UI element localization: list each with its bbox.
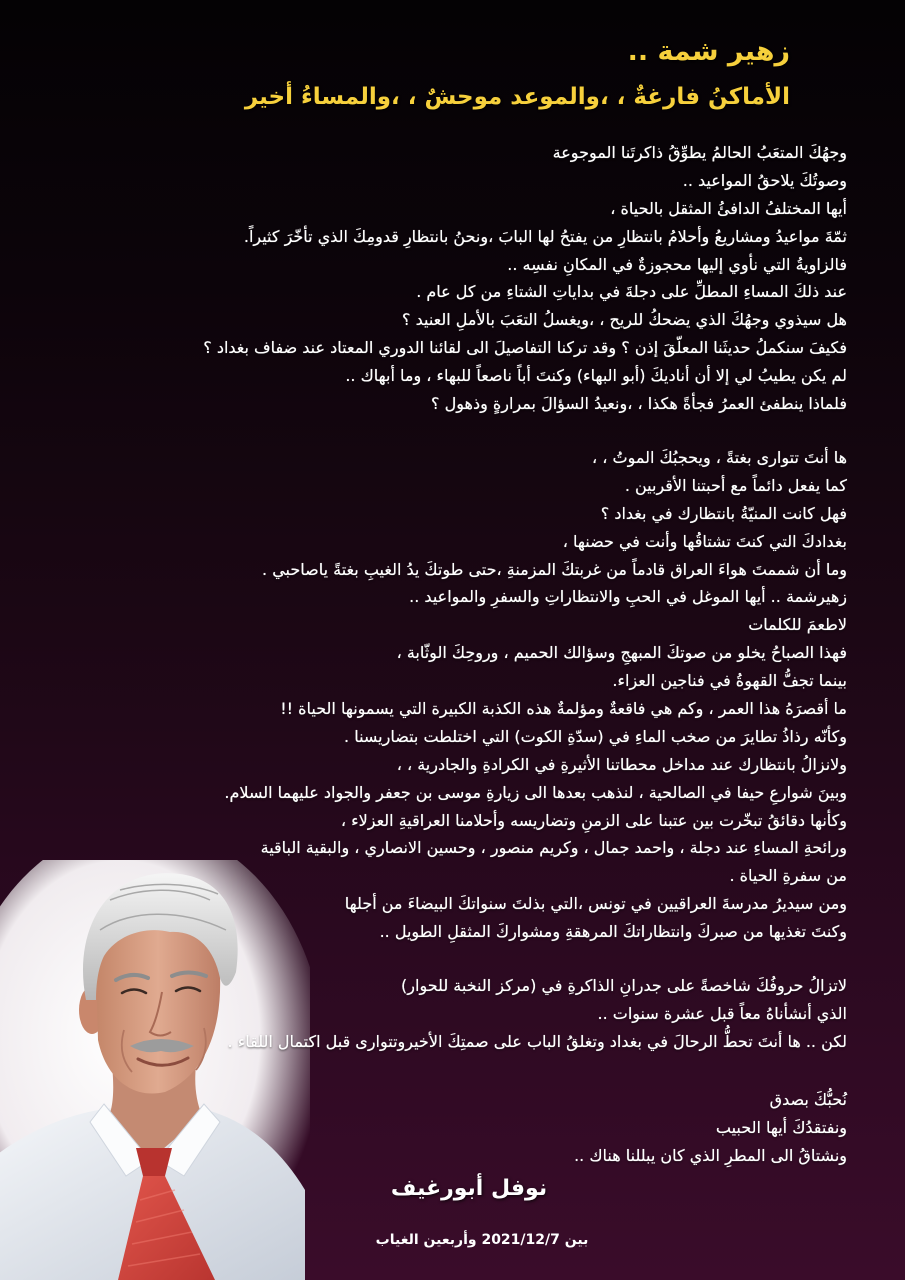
stanza-3	[228, 972, 847, 1056]
author-signature: نوفل أبورغيف	[390, 1176, 548, 1201]
stanza-1	[203, 139, 847, 418]
poem-line: ومن سيديرُ مدرسةَ العراقيين في تونس ،التي بذلتَ سنواتكَ البيضاءَ من أجلها	[344, 894, 847, 914]
poem-line: ها أنتَ تتوارى بغتةً ، ويحجبُكَ الموتُ ، ،	[592, 448, 847, 467]
poem-line: وبينَ شوارعِ حيفا في الصالحية ، لنذهب بعدها الى زيارةِ موسى بن جعفر والجواد عليهما السلام.	[224, 782, 847, 802]
poem-line: ولانزالُ بانتظارك عند مداخل محطاتنا الأثيرةِ في الكرادةِ والجادرية ، ،	[396, 754, 847, 774]
poem-line: فكيفَ سنكملُ حديثَنا المعلّقَ إذن ؟ وقد تركنا التفاصيلَ الى لقائنا الدوري المعتاد عند ضفاف بغداد ؟	[203, 338, 847, 358]
poem-line: هل سيذوي وجهُكَ الذي يضحكُ للريح ، ،ويغسلُ التعَبَ بالأملِ العنيد ؟	[402, 310, 847, 330]
poem-line: ثمّةَ مواعيدُ ومشاريعُ وأحلامُ بانتظارِ من يفتحُ لها البابَ ،ونحنُ بانتظارِ قدومِكَ الذي تأخّرَ كثيراً.	[243, 226, 847, 246]
poem-line: لاطعمَ للكلمات	[748, 615, 847, 635]
poem-line: ما أقصرَهُ هذا العمر ، وكم هي فاقعةٌ ومؤلمةٌ هذه الكذبة الكبيرة التي يسمونها الحياة !!	[280, 699, 847, 719]
poem-line: وكنتَ تغذيها من صبركَ وانتظاراتكَ المرهقةِ ومشواركَ المثقلِ الطويل ..	[379, 922, 847, 942]
poem-line: من سفرةِ الحياة .	[729, 866, 847, 886]
poem-line: بينما تجفُّ القهوةُ في فناجين العزاء.	[612, 671, 847, 691]
poem-line: وجهُكَ المتعَبُ الحالمُ يطوِّقُ ذاكرتَنا الموجوعة	[552, 143, 847, 162]
poem-line: ورائحةِ المساءِ عند دجلة ، واحمد جمال ، وكريم منصور ، وحسين الانصاري ، والبقية الباقية	[260, 838, 847, 858]
poem-line: نُحبُّكَ بصدق	[769, 1090, 847, 1109]
poem-line: لاتزالُ حروفُكَ شاخصةً على جدرانِ الذاكرةِ في (مركز النخبة للحوار)	[401, 976, 847, 995]
page-title: زهير شمة ..	[627, 36, 790, 67]
poem-line: ونفتقدُكَ أيها الحبيب	[715, 1117, 847, 1137]
poem-line: ونشتاقُ الى المطرِ الذي كان يبللنا هناك ..	[574, 1145, 847, 1165]
poem-line: الذي أنشأناهُ معاً قبل عشرة سنوات ..	[597, 1003, 847, 1023]
poem-line: وكأنّه رذاذُ تطايرَ من صخب الماءِ في (سدّةِ الكوت) التي اختلطت بتضاريسنا .	[344, 726, 847, 746]
poem-line: وما أن شممتَ هواءَ العراق قادماً من غربتكَ المزمنةِ ،حتى طوتكَ يدُ الغيبِ بغتةً ياصاحبي .	[262, 559, 847, 579]
poem-line: كما يفعل دائماً مع أحبتنا الأقربين .	[624, 475, 847, 495]
poem-line: فلماذا ينطفئ العمرُ فجأةً هكذا ، ،ونعيدُ السؤالَ بمرارةٍ وذهول ؟	[431, 394, 847, 414]
poem-line: زهيرشمة .. أيها الموغل في الحبِ والانتظاراتِ والسفرِ والمواعيد ..	[409, 587, 847, 607]
poem-line: فالزاويةُ التي نأوي إليها محجوزةٌ في المكانِ نفسِه ..	[507, 254, 847, 274]
stanza-4	[574, 1086, 847, 1170]
poem-line: أيها المختلفُ الدافئُ المثقل بالحياة ،	[610, 198, 847, 218]
poem-line: فهل كانت المنيّةُ بانتظارك في بغداد ؟	[600, 503, 847, 523]
page-subtitle: الأماكنُ فارغةٌ ، ،والموعد موحشٌ ، ،والمساءُ أخير	[244, 84, 790, 110]
stanza-2	[224, 444, 847, 946]
poem-line: وكأنها دقائقُ تبخّرت بين عتبنا على الزمنِ وتضاريسه وأحلامنا العراقيةِ العزلاء ،	[340, 810, 847, 830]
poem-line: وصوتُكَ يلاحقُ المواعيد ..	[682, 170, 847, 190]
poem-line: عند ذلكَ المساءِ المطلِّ على دجلةَ في بداياتِ الشتاءِ من كل عام .	[416, 282, 847, 302]
poem-line: فهذا الصباحُ يخلو من صوتكَ المبهجِ وسؤالك الحميم ، وروحِكَ الوثّابة ،	[396, 643, 847, 663]
poem-line: بغدادكَ التي كنتَ تشتاقُها وأنت في حضنها ،	[562, 531, 847, 551]
poem-line: لم يكن يطيبُ لي إلا أن أناديكَ (أبو البهاء) وكنتَ أباً ناصعاً للبهاء ، وما أبهاك ..	[345, 366, 847, 386]
date-line: بين 2021/12/7 وأربعين الغياب	[375, 1232, 589, 1248]
poem-line: لكن .. ها أنتَ تحطُّ الرحالَ في بغداد وتغلقُ الباب على صمتِكَ الأخيروتتوارى قبل اكتمال اللقاء .	[227, 1031, 847, 1051]
